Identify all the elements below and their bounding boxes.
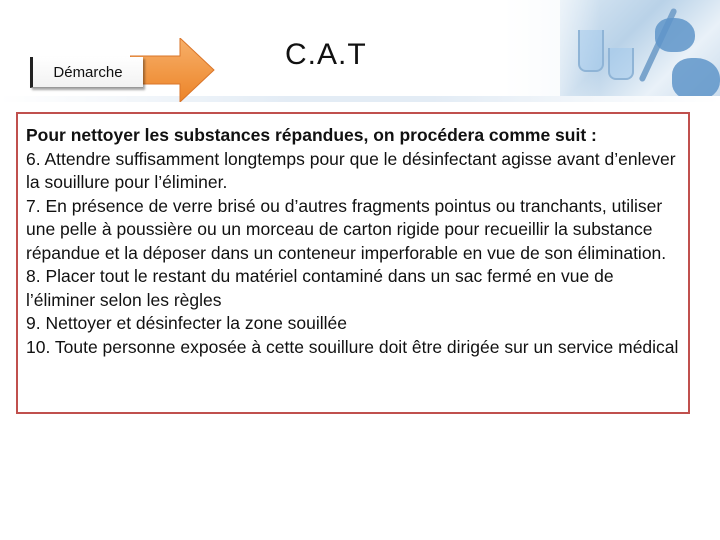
glove-shape (672, 58, 720, 100)
slide-title: C.A.T (285, 38, 367, 71)
beaker-icon (608, 48, 634, 80)
step-item: 7. En présence de verre brisé ou d’autres fragments pointus ou tranchants, utiliser une pelle à poussière ou un morceau de carton rigide pour recueillir la substance répandue et la déposer dans un conteneur imperforable en vue de son élimination. (26, 195, 667, 263)
step-item: 6. Attendre suffisamment longtemps pour que le désinfectant agisse avant d’enlever la souillure pour l’éliminer. (26, 148, 676, 192)
step-tag (30, 57, 143, 88)
glove-shape (655, 18, 695, 52)
instructions-intro: Pour nettoyer les substances répandues, on procédera comme suit : (26, 125, 597, 145)
step-item: 9. Nettoyer et désinfecter la zone souillée (26, 313, 348, 333)
step-tag-label: Démarche (53, 63, 123, 81)
step-item: 10. Toute personne exposée à cette souillure doit être dirigée sur un service médical (26, 336, 679, 357)
right-arrow-icon (130, 38, 220, 102)
step-item: 8. Placer tout le restant du matériel contaminé dans un sac fermé en vue de l’éliminer selon les règles (26, 266, 614, 310)
lab-photo (560, 0, 720, 100)
header-divider (0, 96, 720, 102)
beaker-icon (578, 30, 604, 72)
instructions-box (16, 112, 690, 414)
